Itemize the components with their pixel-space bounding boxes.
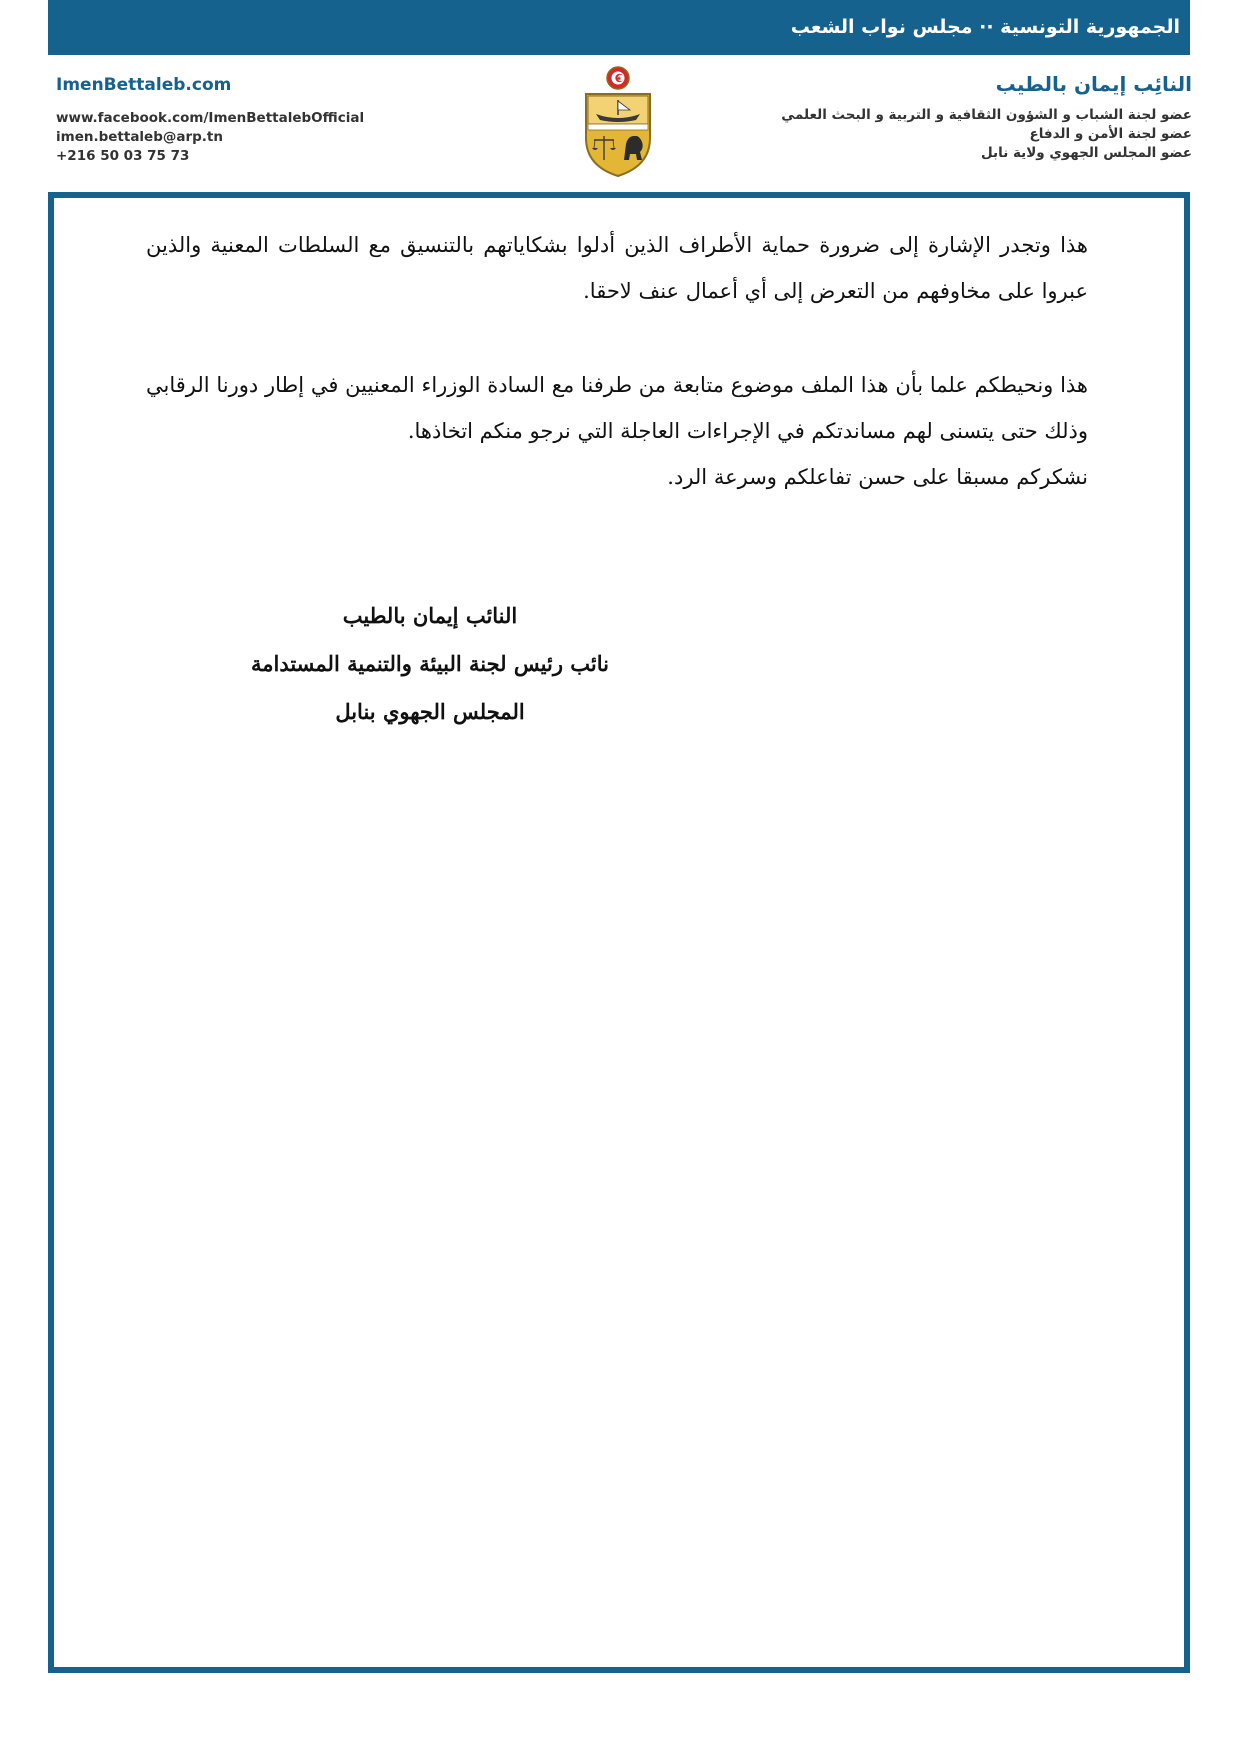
paragraph-monitoring: هذا ونحيطكم علما بأن هذا الملف موضوع متابعة من طرفنا مع السادة الوزراء المعنيين في إطار دورنا الرقابي وذلك حتى يتسنى لهم مساندتكم في الإجراءات العاجلة التي نرجو منكم اتخاذها. [146,373,1088,443]
role-line-3: عضو المجلس الجهوي ولاية نابل [981,145,1192,161]
paragraph-protection: هذا وتجدر الإشارة إلى ضرورة حماية الأطراف الذين أدلوا بشكاياتهم بالتنسيق مع السلطات المعنية والذين عبروا على مخاوفهم من التعرض إلى أي أعمال عنف لاحقا. [146,233,1088,303]
paragraph-followup [146,362,1088,500]
tunisia-coat-of-arms-icon [582,64,654,180]
signature-name: النائب إيمان بالطيب [342,603,518,628]
website-link[interactable]: ImenBettaleb.com [56,75,232,95]
contact-info [56,75,376,166]
signature-council: المجلس الجهوي بنابل [335,699,525,724]
email-link[interactable]: imen.bettaleb@arp.tn [56,129,223,145]
phone-number: +216 50 03 75 73 [56,148,190,164]
paragraph-thanks: نشكركم مسبقا على حسن تفاعلكم وسرعة الرد. [667,465,1088,489]
role-line-2: عضو لجنة الأمن و الدفاع [1029,126,1192,142]
role-line-1: عضو لجنة الشباب و الشؤون الثقافية و التربية و البحث العلمي [781,107,1192,123]
signature-title: نائب رئيس لجنة البيئة والتنمية المستدامة [250,651,609,676]
top-banner [48,0,1190,55]
facebook-link[interactable]: www.facebook.com/ImenBettalebOfficial [56,110,365,126]
deputy-info [672,72,1192,163]
banner-title: الجمهورية التونسية ·· مجلس نواب الشعب [790,16,1180,38]
deputy-name: النائِب إيمان بالطيب [995,72,1192,96]
signature-block [200,592,660,736]
